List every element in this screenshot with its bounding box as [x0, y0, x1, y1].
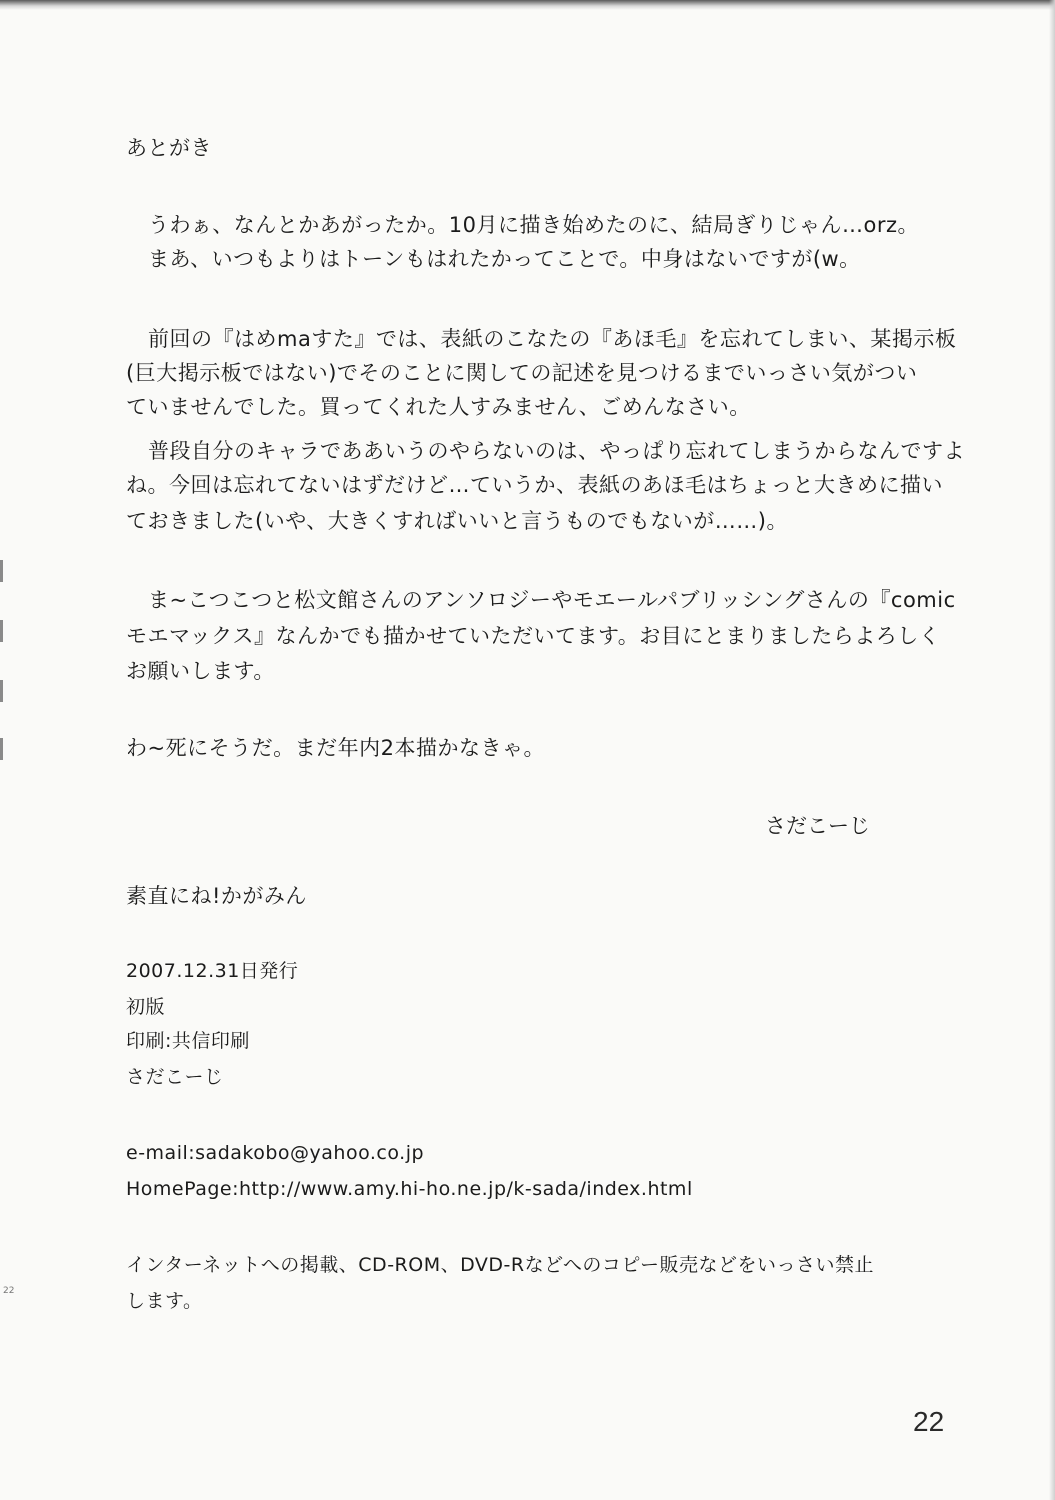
scan-right-edge	[1049, 0, 1055, 1500]
colophon-author: さだこーじ	[126, 1066, 224, 1088]
afterword-paragraph-line: ていませんでした。買ってくれた人すみません、ごめんなさい。	[126, 395, 751, 419]
afterword-paragraph-line: まあ、いつもよりはトーンもはれたかってことで。中身はないですが(w。	[148, 247, 861, 271]
margin-page-mark: 22	[3, 1286, 15, 1296]
binding-mark	[0, 680, 3, 702]
afterword-paragraph-line: 前回の『はめmaすた』では、表紙のこなたの『あほ毛』を忘れてしまい、某掲示板	[148, 327, 957, 351]
binding-mark	[0, 738, 3, 760]
afterword-paragraph-line: モエマックス』なんかでも描かせていただいてます。お目にとまりましたらよろしく	[126, 624, 941, 648]
afterword-paragraph-line: 普段自分のキャラでああいうのやらないのは、やっぱり忘れてしまうからなんですよ	[148, 439, 965, 463]
afterword-signature: さだこーじ	[765, 814, 870, 838]
afterword-paragraph-line: わ~死にそうだ。まだ年内2本描かなきゃ。	[126, 736, 545, 760]
page-number: 22	[913, 1406, 945, 1437]
afterword-paragraph-line: ておきました(いや、大きくすればいいと言うものでもないが……)。	[126, 509, 788, 533]
colophon-printer: 印刷:共信印刷	[126, 1030, 250, 1052]
colophon-title: 素直にね!かがみん	[126, 884, 307, 908]
colophon-date: 2007.12.31日発行	[126, 960, 299, 982]
colophon-edition: 初版	[126, 996, 166, 1018]
afterword-paragraph-line: お願いします。	[126, 659, 275, 683]
afterword-paragraph-line: ま~こつこつと松文館さんのアンソロジーやモエールパブリッシングさんの『comic	[148, 588, 956, 612]
afterword-paragraph-line: うわぁ、なんとかあがったか。10月に描き始めたのに、結局ぎりじゃん…orz。	[148, 213, 920, 237]
colophon-email: e-mail:sadakobo@yahoo.co.jp	[126, 1142, 425, 1164]
afterword-paragraph-line: (巨大掲示板ではない)でそのことに関しての記述を見つけるまでいっさい気がつい	[126, 361, 918, 385]
colophon-notice-line: インターネットへの掲載、CD-ROM、DVD-Rなどへのコピー販売などをいっさい禁止	[126, 1254, 875, 1276]
binding-mark	[0, 620, 3, 642]
binding-mark	[0, 560, 3, 582]
colophon-notice-line: します。	[126, 1290, 203, 1312]
afterword-heading: あとがき	[126, 136, 212, 160]
scan-top-shadow	[0, 0, 1055, 10]
binding-marks	[0, 560, 4, 760]
colophon-homepage: HomePage:http://www.amy.hi-ho.ne.jp/k-sada/index.html	[126, 1178, 693, 1200]
afterword-paragraph-line: ね。今回は忘れてないはずだけど…ていうか、表紙のあほ毛はちょっと大きめに描い	[126, 473, 943, 497]
